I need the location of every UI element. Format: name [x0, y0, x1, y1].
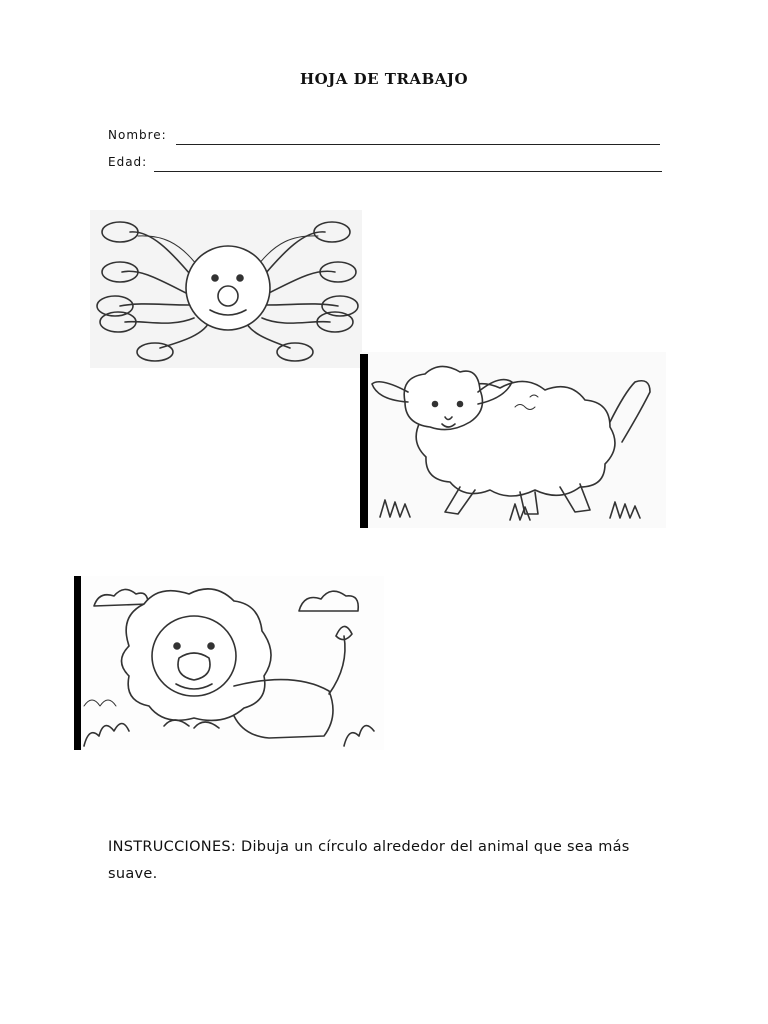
name-field [108, 128, 660, 148]
spider-illustration [90, 210, 362, 368]
sheep-illustration [360, 352, 666, 528]
lion-image-border [74, 576, 81, 750]
instructions-text: INSTRUCCIONES: Dibuja un círculo alrededor del animal que sea más suave. [108, 839, 630, 882]
lion-illustration [74, 576, 384, 750]
age-field [108, 155, 662, 175]
name-label: Nombre: [108, 128, 167, 142]
sheep-image-border [360, 354, 368, 528]
name-answer-line [176, 144, 660, 145]
age-label: Edad: [108, 155, 148, 169]
age-answer-line [154, 171, 662, 172]
page-title: HOJA DE TRABAJO [299, 70, 469, 88]
